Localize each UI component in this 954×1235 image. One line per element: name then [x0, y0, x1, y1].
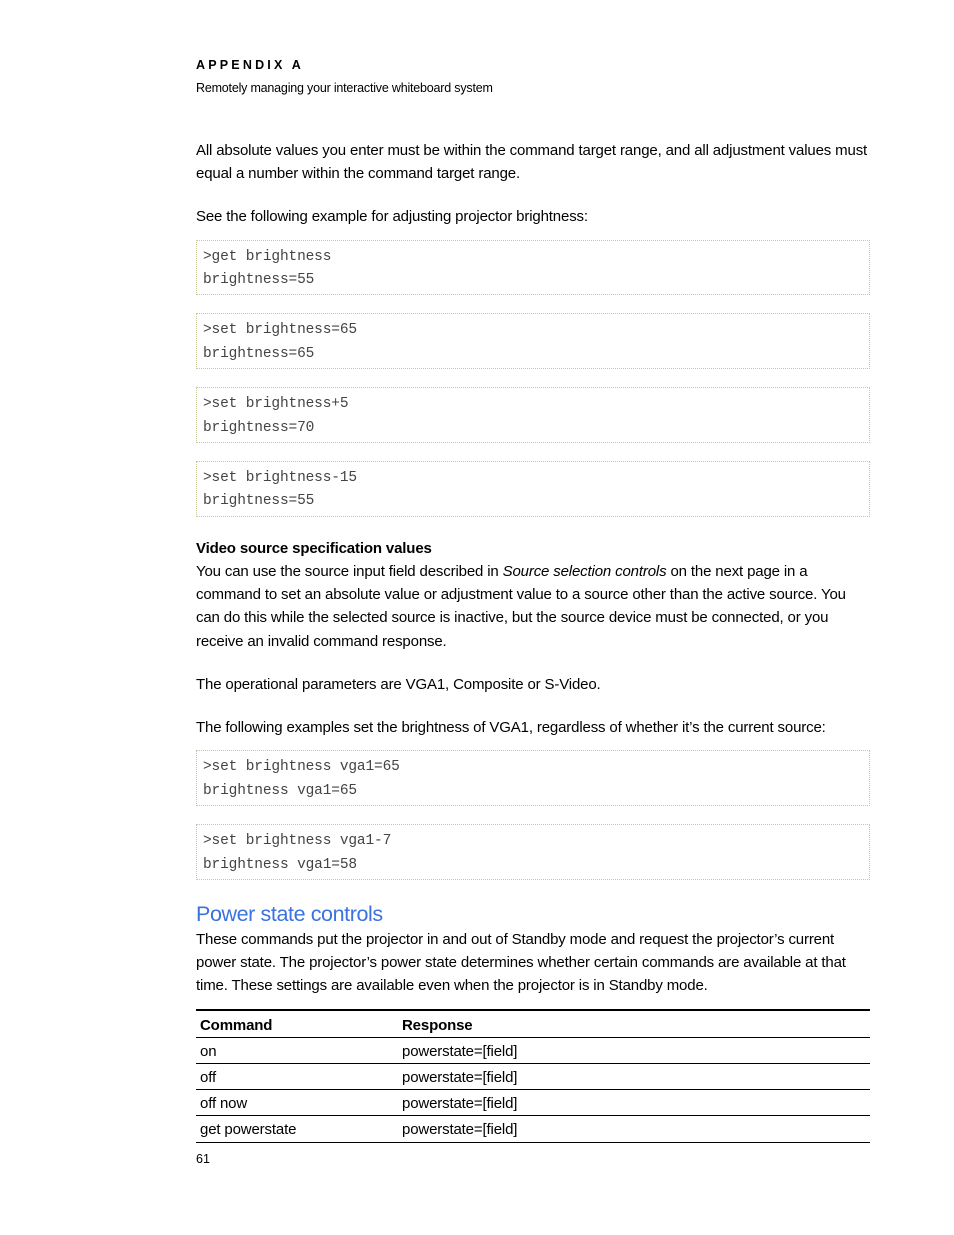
- code-command: >set brightness-15: [203, 470, 357, 487]
- video-source-text-1: You can use the source input field described in: [196, 563, 503, 581]
- column-header-command: Command: [196, 1010, 398, 1038]
- code-response: brightness=70: [203, 419, 315, 436]
- code-example: [196, 824, 870, 880]
- power-state-heading: Power state controls: [196, 901, 383, 926]
- code-command: >set brightness vga1-7: [203, 833, 392, 850]
- table-row: [196, 1090, 870, 1116]
- command-cell: off now: [196, 1090, 398, 1116]
- code-response: brightness=55: [203, 272, 315, 289]
- video-source-heading: Video source specification values: [196, 539, 432, 557]
- response-cell: powerstate=[field]: [398, 1063, 870, 1089]
- code-example: [196, 750, 870, 806]
- code-command: >get brightness: [203, 248, 332, 265]
- page-number: 61: [196, 1152, 210, 1166]
- response-cell: powerstate=[field]: [398, 1090, 870, 1116]
- code-command: >set brightness=65: [203, 322, 357, 339]
- code-command: >set brightness vga1=65: [203, 759, 400, 776]
- operational-parameters-paragraph: The operational parameters are VGA1, Composite or S-Video.: [196, 675, 601, 693]
- vga-examples: [196, 750, 870, 880]
- source-selection-reference: Source selection controls: [502, 563, 667, 581]
- table-header-row: [196, 1010, 870, 1038]
- power-state-paragraph: These commands put the projector in and out of Standby mode and request the projector’s current power state. The projector’s power state determines whether certain commands are available at that time. These settings are available even when the projector is in Standby mode.: [196, 930, 846, 995]
- code-response: brightness vga1=65: [203, 782, 357, 799]
- code-example: [196, 313, 870, 369]
- code-response: brightness=55: [203, 493, 315, 510]
- code-response: brightness=65: [203, 345, 315, 362]
- vga-example-paragraph: The following examples set the brightness of VGA1, regardless of whether it’s the current source:: [196, 719, 826, 737]
- brightness-examples: [196, 240, 870, 517]
- command-cell: get powerstate: [196, 1116, 398, 1142]
- power-commands-table: [196, 1009, 870, 1143]
- table-row: [196, 1116, 870, 1142]
- code-example: [196, 387, 870, 443]
- response-cell: powerstate=[field]: [398, 1116, 870, 1142]
- appendix-label: APPENDIX A: [196, 58, 304, 72]
- column-header-response: Response: [398, 1010, 870, 1038]
- table-row: [196, 1037, 870, 1063]
- response-cell: powerstate=[field]: [398, 1037, 870, 1063]
- code-response: brightness vga1=58: [203, 856, 357, 873]
- video-source-text-2: on the next page in a command to set an absolute value or adjustment value to a source other than the active source. You can do this while the selected source is inactive, but the source device must be connected, or you receive an invalid command response.: [196, 563, 846, 650]
- code-command: >set brightness+5: [203, 396, 349, 413]
- code-example: [196, 240, 870, 296]
- command-cell: off: [196, 1063, 398, 1089]
- chapter-subtitle: Remotely managing your interactive whiteboard system: [196, 81, 493, 95]
- intro-paragraph: All absolute values you enter must be within the command target range, and all adjustment values must equal a number within the command target range.: [196, 142, 868, 183]
- video-source-paragraph: [196, 560, 870, 653]
- intro-example-paragraph: See the following example for adjusting projector brightness:: [196, 208, 588, 226]
- code-example: [196, 461, 870, 517]
- page-content: [196, 139, 870, 1143]
- command-cell: on: [196, 1037, 398, 1063]
- table-row: [196, 1063, 870, 1089]
